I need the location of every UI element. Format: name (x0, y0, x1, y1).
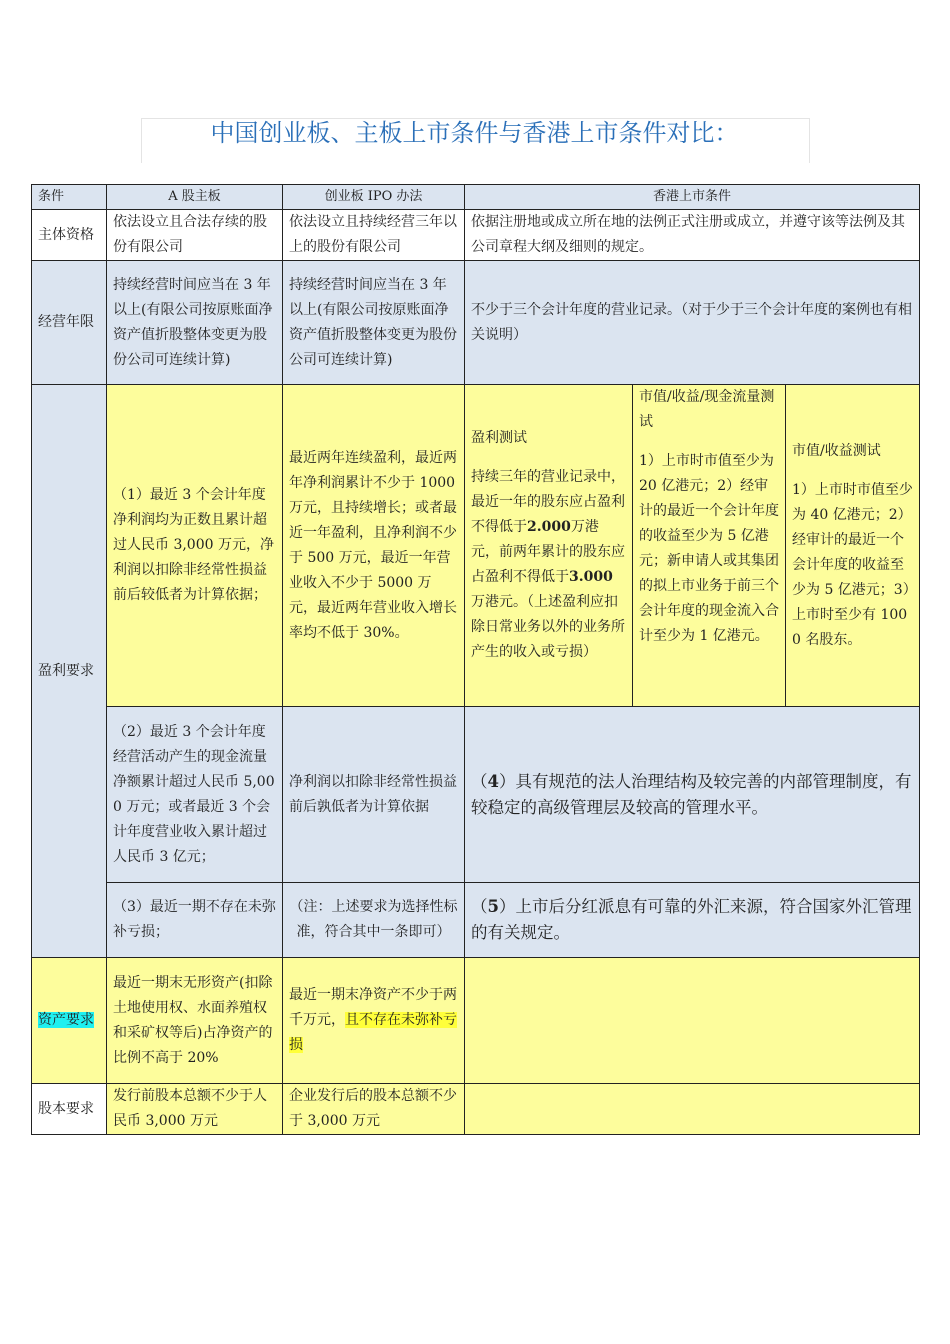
hk-cashflow-test-body: 1）上市时市值至少为 20 亿港元；2）经审计的最近一个会计年度的收益至少为 5 亿港元；新申请人或其集团的拟上市业务于前三个会计年度的现金流入合计至少为 1 亿港元。 (639, 453, 779, 644)
cell-qualification-gem: 依法设立且持续经营三年以上的股份有限公司 (283, 210, 465, 261)
header-gem: 创业板 IPO 办法 (283, 185, 465, 210)
cell-profit-a-share-3: （3）最近一期不存在未弥补亏损； (107, 883, 283, 958)
header-row (32, 185, 920, 210)
row-operating-years (32, 261, 920, 385)
header-hk: 香港上市条件 (465, 185, 920, 210)
label-capital: 股本要求 (32, 1084, 107, 1135)
header-a-share: A 股主板 (107, 185, 283, 210)
label-assets-text: 资产要求 (38, 1012, 94, 1028)
cell-qualification-a-share: 依法设立且合法存续的股份有限公司 (107, 210, 283, 261)
cell-hk-forex: （5）上市后分红派息有可靠的外汇来源，符合国家外汇管理的有关规定。 (465, 883, 920, 958)
row-profit-1 (32, 385, 920, 707)
hk-profit-test-text-b: 万港元，前两年累计的股东应占盈利不得低于 (471, 519, 625, 585)
cell-profit-gem-2: 净利润以扣除非经常性损益前后孰低者为计算依据 (283, 707, 465, 883)
cell-hk-governance: （4）具有规范的法人治理结构及较完善的内部管理制度，有较稳定的高级管理层及较高的管理水平。 (465, 707, 920, 883)
hk-profit-test-title: 盈利测试 (471, 430, 527, 446)
cell-capital-a-share: 发行前股本总额不少于人民币 3,000 万元 (107, 1084, 283, 1135)
cell-hk-revenue-test (786, 385, 920, 707)
cell-operating-years-hk: 不少于三个会计年度的营业记录。（对于少于三个会计年度的案例也有相关说明） (465, 261, 920, 385)
hk-governance-num: 4 (487, 771, 499, 791)
row-qualification (32, 210, 920, 261)
cell-hk-cashflow-test (633, 385, 786, 707)
hk-profit-test-value-2: 3.000 (569, 569, 613, 585)
comparison-table (31, 184, 920, 1135)
row-profit-2 (32, 707, 920, 883)
cell-assets-a-share: 最近一期末无形资产(扣除土地使用权、水面养殖权和采矿权等后)占净资产的比例不高于 20% (107, 958, 283, 1084)
hk-governance-text: ）具有规范的法人治理结构及较完善的内部管理制度，有较稳定的高级管理层及较高的管理水平。 (471, 771, 912, 817)
cell-operating-years-a-share: 持续经营时间应当在 3 年以上(有限公司按原账面净资产值折股整体变更为股份公司可连续计算) (107, 261, 283, 385)
page-title: 中国创业板、主板上市条件与香港上市条件对比： (210, 119, 739, 147)
row-profit-3 (32, 883, 920, 958)
label-assets (32, 958, 107, 1084)
cell-profit-a-share-1: （1）最近 3 个会计年度净利润均为正数且累计超过人民币 3,000 万元，净利润以扣除非经常性损益前后较低者为计算依据； (107, 385, 283, 707)
header-condition: 条件 (32, 185, 107, 210)
cell-assets-gem-highlight: 且不存在未弥补亏损 (289, 1012, 457, 1053)
row-assets (32, 958, 920, 1084)
label-qualification: 主体资格 (32, 210, 107, 261)
label-operating-years: 经营年限 (32, 261, 107, 385)
cell-capital-gem: 企业发行后的股本总额不少于 3,000 万元 (283, 1084, 465, 1135)
cell-assets-gem-text: 最近一期末净资产不少于两千万元， (289, 987, 457, 1028)
cell-profit-gem-3: （注：上述要求为选择性标准，符合其中一条即可） (283, 883, 465, 958)
cell-profit-a-share-2: （2）最近 3 个会计年度经营活动产生的现金流量净额累计超过人民币 5,000 万元；或者最近 3 个会计年度营业收入累计超过人民币 3 亿元； (107, 707, 283, 883)
hk-cashflow-test-title: 市值/收益/现金流量测试 (639, 389, 775, 430)
hk-revenue-test-title: 市值/收益测试 (792, 442, 881, 459)
cell-profit-gem-1: 最近两年连续盈利，最近两年净利润累计不少于 1000 万元，且持续增长；或者最近一年盈利，且净利润不少于 500 万元，最近一年营业收入不少于 5000 万元，最近两年营业收入增长率均不低于 30%。 (283, 385, 465, 707)
hk-profit-test-text-a: 持续三年的营业记录中，最近一年的股东应占盈利不得低于 (471, 469, 625, 535)
hk-profit-test-text-c: 万港元。（上述盈利应扣除日常业务以外的业务所产生的收入或亏损） (471, 594, 625, 660)
label-profit: 盈利要求 (32, 385, 107, 958)
hk-profit-test-value-1: 2.000 (527, 519, 571, 535)
hk-forex-num: 5 (487, 897, 499, 916)
hk-revenue-test-body: 1）上市时市值至少为 40 亿港元；2）经审计的最近一个会计年度的收益至少为 5 亿港元；3）上市时至少有 1000 名股东。 (792, 481, 913, 648)
cell-capital-hk (465, 1084, 920, 1135)
cell-operating-years-gem: 持续经营时间应当在 3 年以上(有限公司按原账面净资产值折股整体变更为股份公司可连续计算) (283, 261, 465, 385)
row-capital (32, 1084, 920, 1135)
cell-hk-profit-test (465, 385, 633, 707)
cell-assets-hk (465, 958, 920, 1084)
cell-assets-gem (283, 958, 465, 1084)
hk-forex-text: ）上市后分红派息有可靠的外汇来源，符合国家外汇管理的有关规定。 (471, 897, 912, 942)
cell-qualification-hk: 依据注册地或成立所在地的法例正式注册或成立，并遵守该等法例及其公司章程大纲及细则的规定。 (465, 210, 920, 261)
